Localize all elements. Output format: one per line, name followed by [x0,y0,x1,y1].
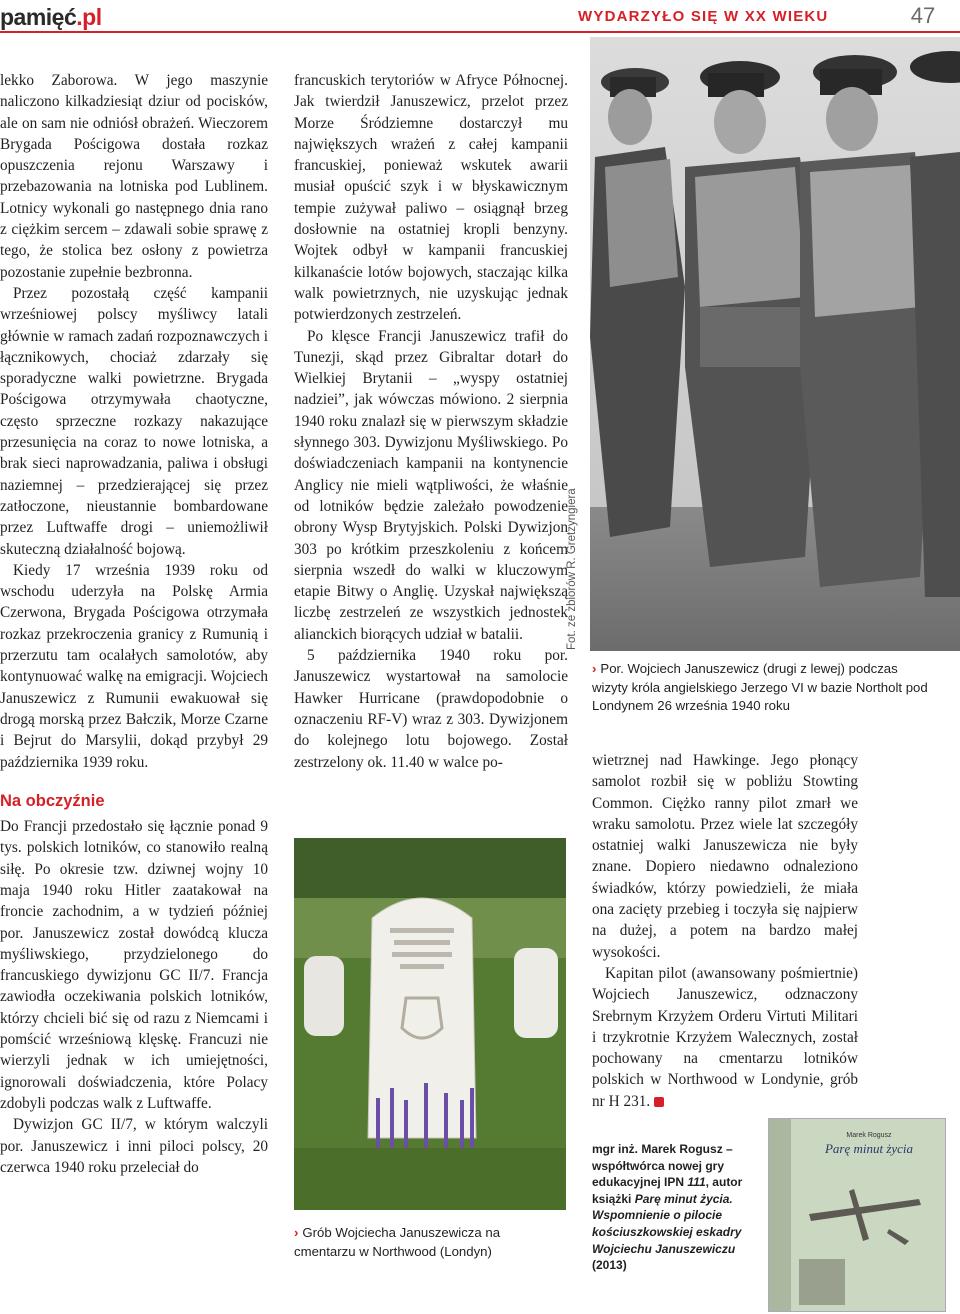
book-cover-author: Marek Rogusz [846,1132,892,1139]
photo-grave-image [294,838,566,1210]
paragraph: wietrznej nad Hawkinge. Jego płonący samolot rozbił się w pobliżu Stowting Common. Ciężko ranny pilot zmarł we wraku samolotu. Przez wiele lat szczegóły ostatniej walki Januszewicza nie były znane. Dopiero niedawno odnaleziono świadków, którzy powiedzieli, że miała ona zacięty przebieg i toczyła się najpierw na dużej, a potem na bardzo małej wysokości. [592,752,858,961]
paragraph: francuskich terytoriów w Afryce Północnej. Jak twierdził Januszewicz, przelot przez Morze Śródziemne dostarczył mu największych wrażeń z całej kampanii francuskiej, ponieważ wskutek awarii musiał opuścić szyk i w błyskawicznym tempie zużywał paliwo – osiągnął brzeg dosłownie na ostatniej kropli benzyny. Wojtek odbył w kampanii francuskiej kilkanaście lotów bojowych, staczając kilka walk powietrznych, nie uzyskując jednak potwierdzonych zestrzeleń. [294,72,568,324]
article-column-1 [0,70,268,1178]
paragraph: lekko Zaborowa. W jego maszynie naliczono kilkadziesiąt dziur od pocisków, ale on sam nie odniósł obrażeń. Wieczorem Brygada Pościgowa dostała rozkaz opuszczenia rejonu Warszawy i przebazowania na lotniska pod Lublinem. Lotnicy wykonali go następnego dnia rano z ciężkim sercem – zdawali sobie sprawę z tego, że stolica bez osłony z powietrza pozostanie zupełnie bezbronna. [0,72,268,281]
caption-arrow-icon: › [592,661,597,676]
book-cover-image [769,1119,945,1311]
paragraph: 5 października 1940 roku por. Januszewicz wystartował na samolocie Hawker Hurricane (prawdopodobnie o oznaczeniu RF-V) wraz z 303. Dywizjonem do kolejnego lotu bojowego. Został zestrzelony ok. 11.40 w walce po- [294,647,568,771]
book-title: Parę minut życia. Wspomnienie o pilocie kościuszkowskiej eskadry Wojciechu Januszewiczu [592,1191,742,1256]
photo-pilots [590,37,960,651]
photo-caption: › Por. Wojciech Januszewicz (drugi z lewej) podczas wizyty króla angielskiego Jerzego VI w bazie Northolt pod Londynem 26 września 1940 roku [592,661,928,713]
paragraph: Do Francji przedostało się łącznie ponad 9 tys. polskich lotników, co stanowiło realną siłę. Po okresie tzw. dziwnej wojny 10 maja 1940 roku Hitler zaatakował na froncie zachodnim, a w tydzień później por. Januszewicz został dowódcą klucza myśliwskiego, przydzielonego do francuskiego dywizjonu GC II/7. Francja zawiodła oczekiwania polskich lotników, którzy chcieli bić się od razu z Niemcami i pomścić wrześniową klęskę. Francuzi nie wierzyli jednak w ich umiejętności, ignorowali doświadczenia, które Polacy zdobyli podczas walk z Luftwaffe. [0,818,268,1112]
photo-caption: › Grób Wojciecha Januszewicza na cmentarzu w Northwood (Londyn) [294,1225,501,1259]
photo-credit: Fot. ze zbiorów R. Gretzyngiera [566,488,578,650]
book-cover [768,1118,946,1312]
paragraph: Przez pozostałą część kampanii wrześniowej polscy myśliwcy latali głównie w ramach zadań rozpoznawczych i łącznikowych, chociaż zdarzały się sporadyczne walki powietrzne. Brygada Pościgowa otrzymywała chaotyczne, często sprzeczne rozkazy nakazujące przesunięcia na coraz to nowe lotniska, a brak sieci naprowadzania, paliwa i obsługi naziemnej – przedzierającej się przez zatłoczone, nieustannie bombardowane przez Luftwaffe drogi – uniemożliwił skuteczną działalność bojową. [0,284,268,558]
subheading: Na obczyźnie [0,791,105,810]
author-note: mgr inż. Marek Rogusz – współtwórca nowej gry edukacyjnej IPN 111, autor książki Parę minut życia. Wspomnienie o pilocie kościuszkowskiej eskadry Wojciechu Januszewiczu (2013) [592,1141,764,1274]
page-number: 47 [910,3,936,28]
paragraph: Kiedy 17 września 1939 roku od wschodu uderzyła na Polskę Armia Czerwona, Brygada Pościgowa otrzymała rozkaz przekroczenia granicy z Rumunią i przerzutu tam ocalałych samolotów, aby kontynuować walkę na emigracji. Wojciech Januszewicz z Rumunii ewakuował się drogą morską przez Bałczik, Morze Czarne i Bejrut do Marsylii, dokąd przybył 29 października 1939 roku. [0,561,268,771]
book-cover-title: Parę minut życia [824,1141,914,1156]
paragraph: Po klęsce Francji Januszewicz trafił do Tunezji, skąd przez Gibraltar dotarł do Wielkiej Brytanii – „wyspy ostatniej nadziei”, jak wówczas mówiono. 2 sierpnia 1940 roku znalazł się w pierwszym składzie słynnego 303. Dywizjonu Myśliwskiego. Po doświadczeniach kampanii na kontynencie Anglicy nie mieli wątpliwości, że właśnie od lotników będzie zależało powodzenie obrony Wysp Brytyjskich. Polski Dywizjon 303 po krótkim przeszkoleniu z końcem sierpnia wszedł do walki w kluczowym etapie Bitwy o Anglię. Uzyskał największą liczbę zestrzeleń ze wszystkich jednostek alianckich biorących udział w batalii. [294,327,568,643]
paragraph: Kapitan pilot (awansowany pośmiertnie) Wojciech Januszewicz, odznaczony Srebrnym Krzyżem Orderu Virtuti Militari i trzykrotnie Krzyżem Walecznych, został pochowany na cmentarzu lotników polskich w Northwood w Londynie, grób nr H 231. [592,964,858,1110]
author-name: mgr inż. Marek Rogusz – [592,1142,733,1156]
caption-arrow-icon: › [294,1225,299,1240]
photo-grave [294,838,566,1210]
end-mark-icon [654,1097,664,1107]
article-column-3 [592,750,858,1112]
header-rule [0,31,960,33]
paragraph: Dywizjon GC II/7, w którym walczyli por. Januszewicz i inni piloci polscy, 20 czerwca 1940 roku przeleciał do [0,1116,268,1176]
site-logo: pamięć.pl [0,4,102,30]
article-column-2 [294,70,568,773]
photo-pilots-image [590,37,960,651]
section-title: WYDARZYŁO SIĘ W XX WIEKU [578,8,829,25]
